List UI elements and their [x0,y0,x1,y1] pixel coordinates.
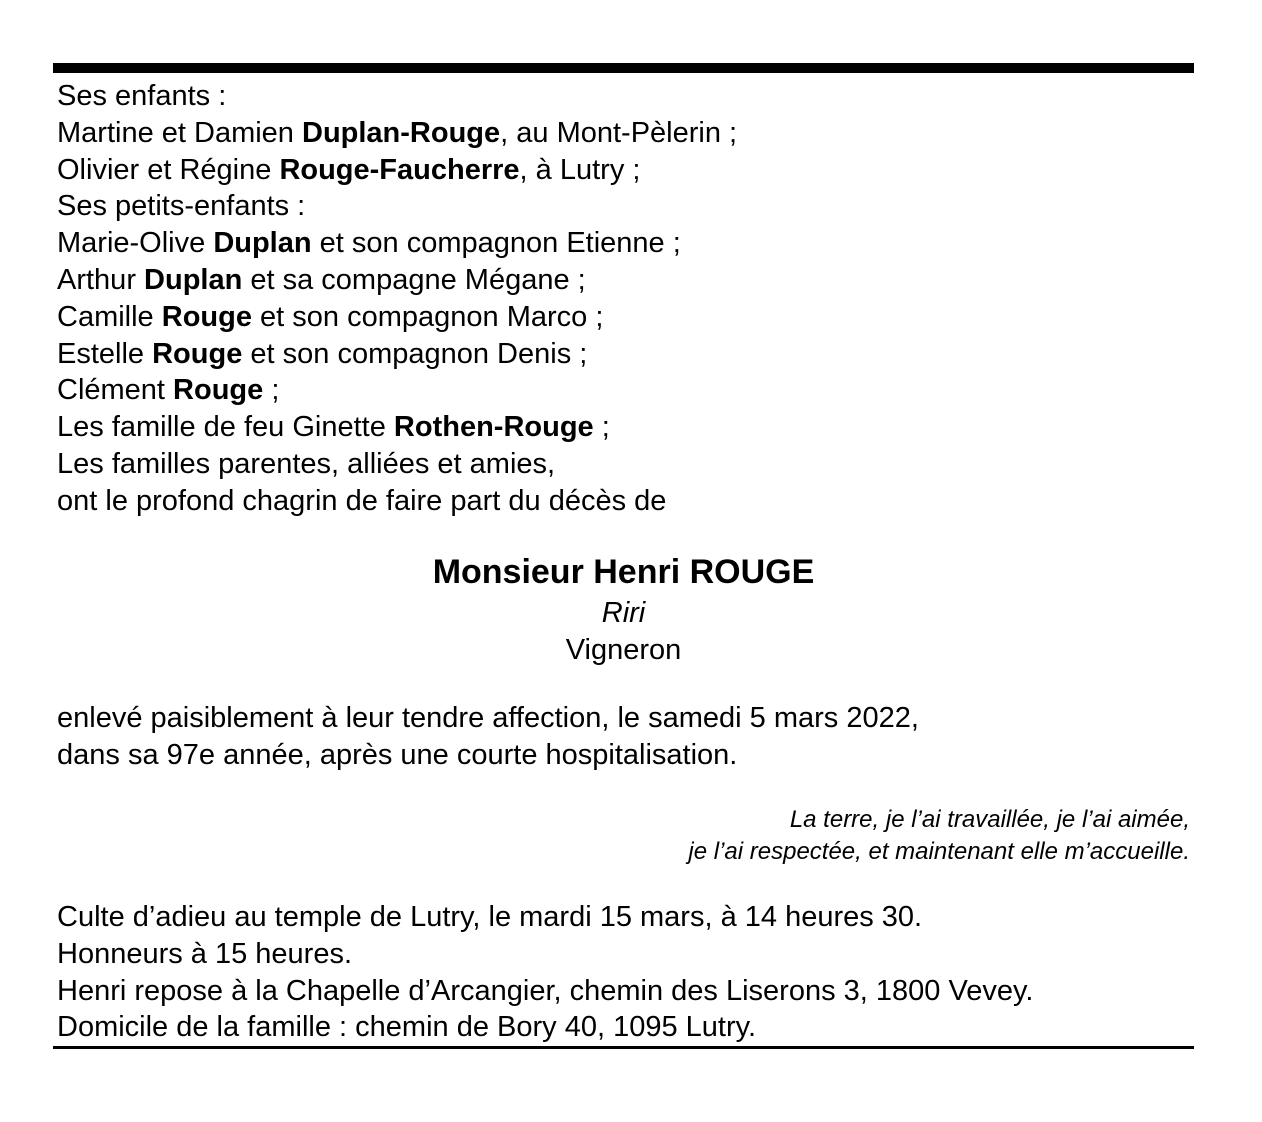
top-rule [53,63,1194,73]
bottom-rule [53,1046,1194,1049]
death-line-2: dans sa 97e année, après une courte hospitalisation. [57,738,738,771]
epitaph-quote [688,804,1190,868]
family-line: Martine et Damien Duplan-Rouge, au Mont-Pèlerin ; [57,116,738,149]
family-line: Arthur Duplan et sa compagne Mégane ; [57,263,586,296]
family-list [57,78,737,520]
quote-line-1: La terre, je l’ai travaillée, je l’ai aimée, [789,806,1190,833]
ceremony-info [57,899,1033,1046]
death-line-1: enlevé paisiblement à leur tendre affection, le samedi 5 mars 2022, [57,702,919,734]
family-line: Ses enfants : [57,80,227,112]
family-line: Camille Rouge et son compagnon Marco ; [57,300,604,333]
family-line: Les familles parentes, alliées et amies, [57,447,556,480]
family-line: Estelle Rouge et son compagnon Denis ; [57,337,588,370]
family-line: Clément Rouge ; [57,374,280,407]
ceremony-line-3: Henri repose à la Chapelle d’Arcangier, chemin des Liserons 3, 1800 Vevey. [57,974,1034,1007]
quote-line-2: je l’ai respectée, et maintenant elle m’accueille. [688,838,1190,865]
family-line: Ses petits-enfants : [57,190,306,223]
ceremony-line-2: Honneurs à 15 heures. [57,937,353,970]
deceased-profession: Vigneron [565,634,682,666]
death-notice [57,700,919,774]
family-line: Marie-Olive Duplan et son compagnon Etienne ; [57,227,681,260]
ceremony-line-1: Culte d’adieu au temple de Lutry, le mardi 15 mars, à 14 heures 30. [57,901,923,933]
family-line: ont le profond chagrin de faire part du décès de [57,484,667,517]
ceremony-line-4: Domicile de la famille : chemin de Bory 40, 1095 Lutry. [57,1011,757,1044]
deceased-nickname: Riri [601,597,646,629]
deceased-name: Monsieur Henri ROUGE [432,553,815,591]
family-line: Olivier et Régine Rouge-Faucherre, à Lutry ; [57,153,641,186]
family-line: Les famille de feu Ginette Rothen-Rouge ; [57,411,610,444]
